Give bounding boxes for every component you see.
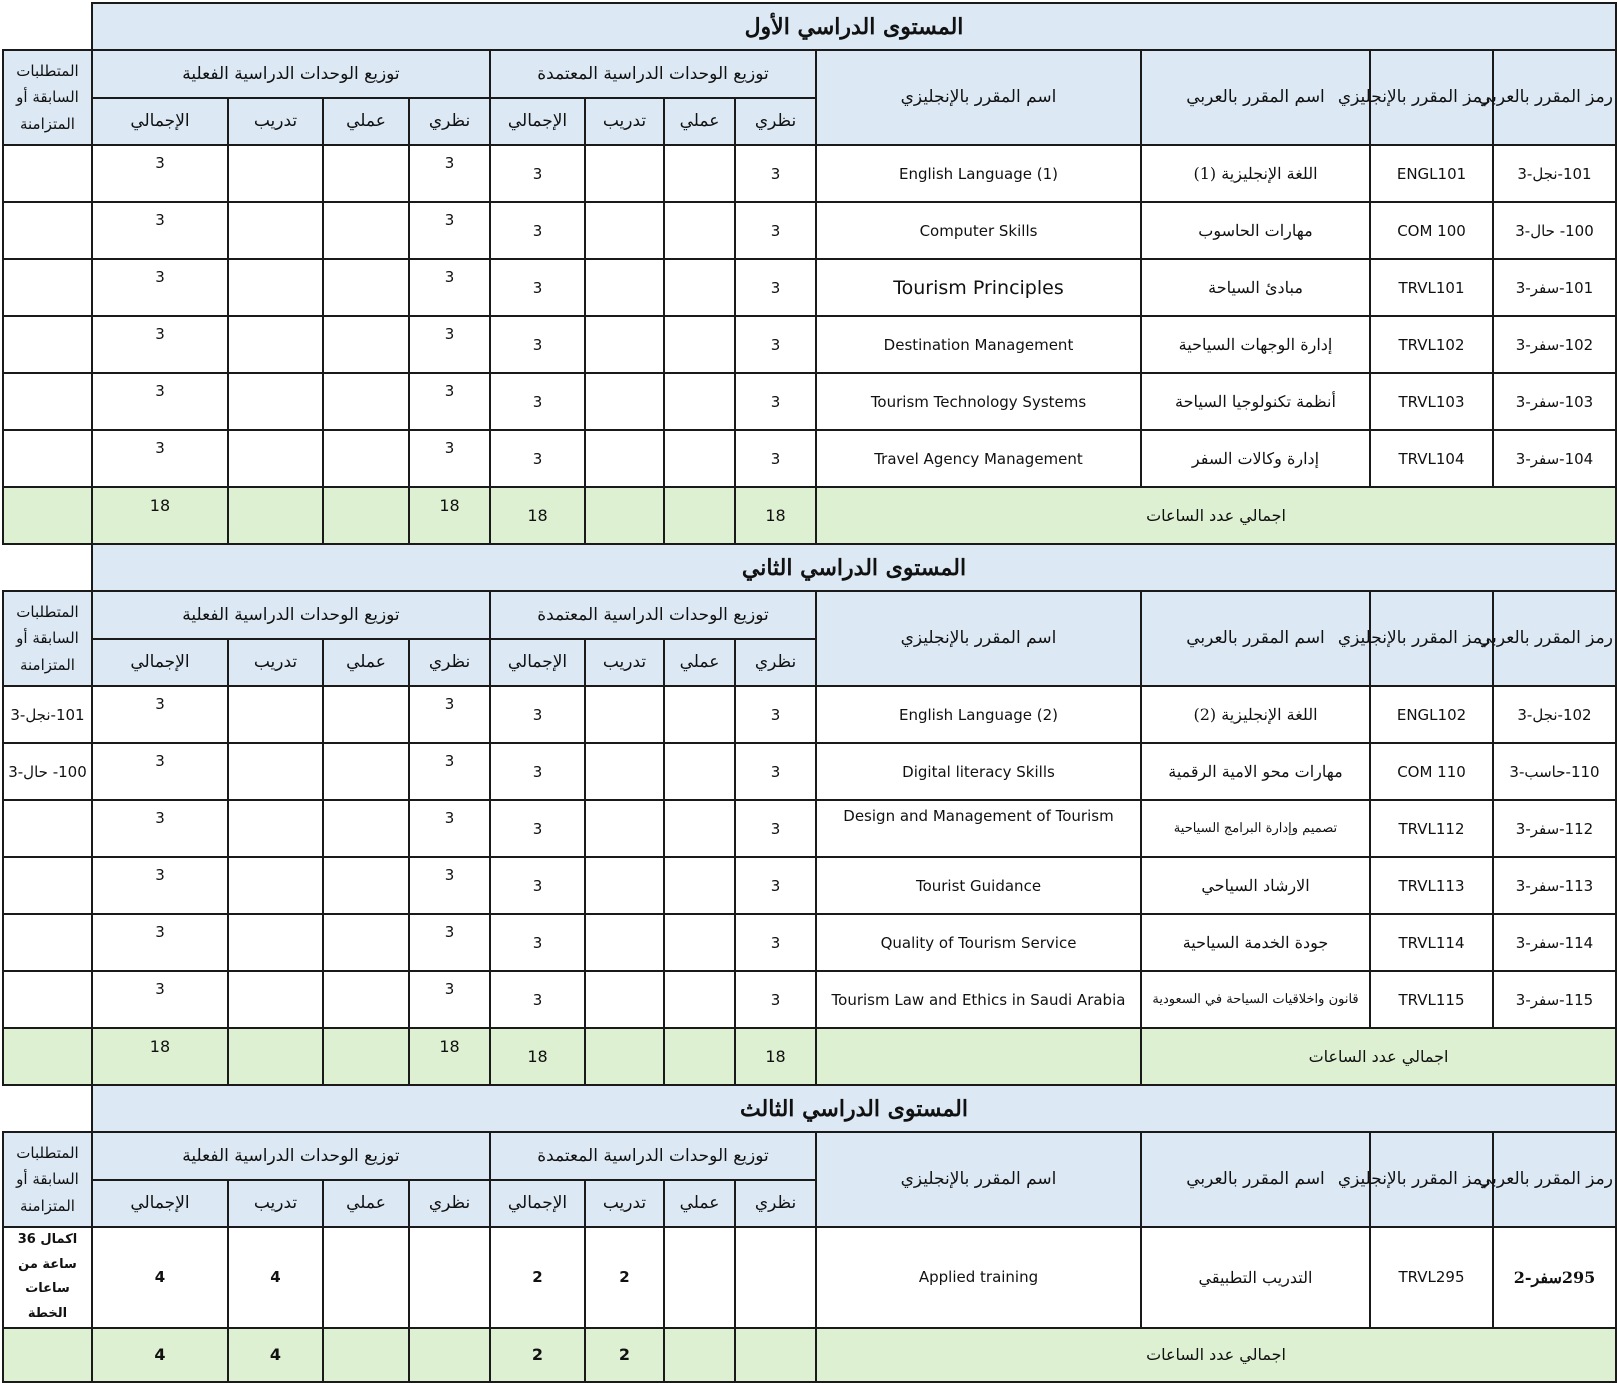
- credit-practical-cell: [664, 202, 735, 259]
- total-credit-practical: [664, 1328, 735, 1382]
- credit-theory-cell: 3: [735, 373, 816, 430]
- course-row: [3, 914, 1616, 971]
- prereq-cell: [3, 914, 92, 971]
- credit-practical-cell: [664, 743, 735, 800]
- course-code-en: COM 100: [1370, 202, 1493, 259]
- actual-practical-cell: [323, 914, 409, 971]
- credit-training-cell: [585, 800, 664, 857]
- total-credit-training: [585, 1028, 664, 1085]
- col-actual-training: تدريب: [228, 639, 323, 686]
- credit-total-cell: 3: [490, 259, 585, 316]
- credit-training-cell: [585, 202, 664, 259]
- course-code-en: TRVL101: [1370, 259, 1493, 316]
- credit-practical-cell: [664, 857, 735, 914]
- course-name-ar: تصميم وإدارة البرامج السياحية: [1141, 800, 1370, 857]
- course-row: [3, 259, 1616, 316]
- credit-theory-cell: 3: [735, 914, 816, 971]
- actual-total-cell: 3: [92, 914, 228, 971]
- course-name-ar: مهارات الحاسوب: [1141, 202, 1370, 259]
- course-row: [3, 202, 1616, 259]
- credit-theory-cell: 3: [735, 800, 816, 857]
- prereq-cell: 101-نجل-3: [3, 686, 92, 743]
- col-prereq: المتطلبات السابقة أو المتزامنة: [3, 1132, 92, 1227]
- col-name-en: اسم المقرر بالإنجليزي: [816, 50, 1141, 145]
- actual-practical-cell: [323, 430, 409, 487]
- course-name-en: English Language (2): [816, 686, 1141, 743]
- credit-total-cell: 2: [490, 1227, 585, 1328]
- credit-theory-cell: 3: [735, 202, 816, 259]
- col-code-ar: رمز المقرر بالعربي: [1493, 1132, 1616, 1227]
- actual-training-cell: 4: [228, 1227, 323, 1328]
- credit-total-cell: 3: [490, 202, 585, 259]
- actual-theory-cell: 3: [409, 743, 490, 800]
- course-code-ar: 100- حال-3: [1493, 202, 1616, 259]
- total-actual-theory: [409, 1328, 490, 1382]
- credit-total-cell: 3: [490, 686, 585, 743]
- prereq-cell: [3, 971, 92, 1028]
- course-name-ar: التدريب التطبيقي: [1141, 1227, 1370, 1328]
- col-credit-theory: نظري: [735, 639, 816, 686]
- actual-practical-cell: [323, 316, 409, 373]
- course-code-ar: 101-نجل-3: [1493, 145, 1616, 202]
- actual-total-cell: 3: [92, 202, 228, 259]
- course-name-en: Digital literacy Skills: [816, 743, 1141, 800]
- course-name-en: Computer Skills: [816, 202, 1141, 259]
- col-credit-training: تدريب: [585, 1180, 664, 1227]
- level-title-row: [3, 544, 1616, 591]
- total-actual-training: [228, 487, 323, 544]
- col-actual-theory: نظري: [409, 639, 490, 686]
- course-name-ar: جودة الخدمة السياحية: [1141, 914, 1370, 971]
- course-row: [3, 145, 1616, 202]
- prereq-cell: [3, 316, 92, 373]
- course-name-ar: اللغة الإنجليزية (2): [1141, 686, 1370, 743]
- credit-training-cell: [585, 316, 664, 373]
- total-actual-theory: 18: [409, 487, 490, 544]
- credit-theory-cell: 3: [735, 857, 816, 914]
- header-row: [3, 1132, 1616, 1180]
- total-label: اجمالي عدد الساعات: [1141, 1028, 1616, 1085]
- course-code-ar: 295سفر-2: [1493, 1227, 1616, 1328]
- total-credit-training: [585, 487, 664, 544]
- course-row: [3, 857, 1616, 914]
- actual-training-cell: [228, 430, 323, 487]
- actual-practical-cell: [323, 202, 409, 259]
- total-prereq-cell: [3, 487, 92, 544]
- study-plan-table: [2, 2, 1617, 1383]
- actual-total-cell: 3: [92, 971, 228, 1028]
- col-credit-practical: عملي: [664, 1180, 735, 1227]
- course-row: [3, 800, 1616, 857]
- actual-total-cell: 3: [92, 259, 228, 316]
- total-prereq-cell: [3, 1328, 92, 1382]
- col-actual-group: توزيع الوحدات الدراسية الفعلية: [92, 591, 490, 639]
- prereq-cell: [3, 145, 92, 202]
- credit-total-cell: 3: [490, 316, 585, 373]
- actual-training-cell: [228, 857, 323, 914]
- total-credit-practical: [664, 1028, 735, 1085]
- actual-practical-cell: [323, 743, 409, 800]
- actual-total-cell: 3: [92, 857, 228, 914]
- col-credit-total: الإجمالي: [490, 98, 585, 145]
- col-name-ar: اسم المقرر بالعربي: [1141, 591, 1370, 686]
- course-code-en: COM 110: [1370, 743, 1493, 800]
- actual-total-cell: 3: [92, 430, 228, 487]
- actual-training-cell: [228, 373, 323, 430]
- totals-row: [3, 1328, 1616, 1382]
- course-code-ar: 104-سفر-3: [1493, 430, 1616, 487]
- course-name-ar: إدارة الوجهات السياحية: [1141, 316, 1370, 373]
- actual-theory-cell: 3: [409, 316, 490, 373]
- credit-training-cell: [585, 686, 664, 743]
- total-actual-practical: [323, 1028, 409, 1085]
- total-prereq-cell: [3, 1028, 92, 1085]
- prereq-cell: 100- حال-3: [3, 743, 92, 800]
- course-code-en: ENGL101: [1370, 145, 1493, 202]
- actual-training-cell: [228, 914, 323, 971]
- credit-practical-cell: [664, 800, 735, 857]
- totals-row: [3, 1028, 1616, 1085]
- course-name-ar: قانون واخلاقيات السياحة في السعودية: [1141, 971, 1370, 1028]
- total-credit-theory: 18: [735, 487, 816, 544]
- credit-practical-cell: [664, 259, 735, 316]
- course-row: [3, 686, 1616, 743]
- total-credit-theory: 18: [735, 1028, 816, 1085]
- actual-total-cell: 4: [92, 1227, 228, 1328]
- actual-training-cell: [228, 259, 323, 316]
- course-row: [3, 430, 1616, 487]
- col-actual-theory: نظري: [409, 1180, 490, 1227]
- course-code-ar: 112-سفر-3: [1493, 800, 1616, 857]
- level-title: المستوى الدراسي الثالث: [92, 1085, 1616, 1132]
- actual-theory-cell: 3: [409, 686, 490, 743]
- actual-total-cell: 3: [92, 743, 228, 800]
- course-name-ar: الارشاد السياحي: [1141, 857, 1370, 914]
- col-credit-practical: عملي: [664, 639, 735, 686]
- header-row: [3, 50, 1616, 98]
- col-credit-practical: عملي: [664, 98, 735, 145]
- credit-theory-cell: 3: [735, 971, 816, 1028]
- course-name-en: Tourism Technology Systems: [816, 373, 1141, 430]
- col-actual-practical: عملي: [323, 98, 409, 145]
- level-title-row: [3, 1085, 1616, 1132]
- credit-total-cell: 3: [490, 743, 585, 800]
- course-name-en: Quality of Tourism Service: [816, 914, 1141, 971]
- credit-theory-cell: 3: [735, 430, 816, 487]
- actual-theory-cell: 3: [409, 914, 490, 971]
- credit-total-cell: 3: [490, 373, 585, 430]
- actual-theory-cell: 3: [409, 259, 490, 316]
- col-actual-training: تدريب: [228, 98, 323, 145]
- actual-theory-cell: [409, 1227, 490, 1328]
- actual-total-cell: 3: [92, 145, 228, 202]
- course-row: [3, 743, 1616, 800]
- actual-total-cell: 3: [92, 686, 228, 743]
- course-code-ar: 110-حاسب-3: [1493, 743, 1616, 800]
- credit-practical-cell: [664, 145, 735, 202]
- course-code-ar: 115-سفر-3: [1493, 971, 1616, 1028]
- col-name-ar: اسم المقرر بالعربي: [1141, 1132, 1370, 1227]
- credit-practical-cell: [664, 1227, 735, 1328]
- credit-training-cell: 2: [585, 1227, 664, 1328]
- course-row: [3, 316, 1616, 373]
- credit-practical-cell: [664, 971, 735, 1028]
- col-code-ar: رمز المقرر بالعربي: [1493, 591, 1616, 686]
- actual-practical-cell: [323, 145, 409, 202]
- credit-theory-cell: 3: [735, 316, 816, 373]
- course-code-ar: 102-نجل-3: [1493, 686, 1616, 743]
- prereq-cell: [3, 430, 92, 487]
- actual-training-cell: [228, 686, 323, 743]
- course-code-en: TRVL295: [1370, 1227, 1493, 1328]
- col-actual-practical: عملي: [323, 1180, 409, 1227]
- total-credit-total: 18: [490, 1028, 585, 1085]
- course-row: [3, 1227, 1616, 1328]
- prereq-cell: [3, 800, 92, 857]
- credit-practical-cell: [664, 316, 735, 373]
- course-code-ar: 101-سفر-3: [1493, 259, 1616, 316]
- course-row: [3, 971, 1616, 1028]
- level-title: المستوى الدراسي الأول: [92, 3, 1616, 50]
- actual-practical-cell: [323, 686, 409, 743]
- col-credit-training: تدريب: [585, 639, 664, 686]
- actual-theory-cell: 3: [409, 145, 490, 202]
- col-actual-total: الإجمالي: [92, 1180, 228, 1227]
- course-code-en: TRVL114: [1370, 914, 1493, 971]
- col-actual-training: تدريب: [228, 1180, 323, 1227]
- course-name-en: Tourism Principles: [816, 259, 1141, 316]
- course-code-en: TRVL115: [1370, 971, 1493, 1028]
- col-code-en: رمز المقرر بالإنجليزي: [1370, 591, 1493, 686]
- prereq-cell: [3, 202, 92, 259]
- col-code-en: رمز المقرر بالإنجليزي: [1370, 1132, 1493, 1227]
- credit-training-cell: [585, 259, 664, 316]
- credit-training-cell: [585, 971, 664, 1028]
- credit-training-cell: [585, 857, 664, 914]
- actual-total-cell: 3: [92, 800, 228, 857]
- credit-total-cell: 3: [490, 971, 585, 1028]
- course-code-en: ENGL102: [1370, 686, 1493, 743]
- actual-practical-cell: [323, 800, 409, 857]
- course-code-ar: 103-سفر-3: [1493, 373, 1616, 430]
- actual-training-cell: [228, 145, 323, 202]
- total-actual-training: [228, 1028, 323, 1085]
- col-credit-total: الإجمالي: [490, 1180, 585, 1227]
- total-label: اجمالي عدد الساعات: [816, 487, 1616, 544]
- total-credit-theory: [735, 1328, 816, 1382]
- actual-training-cell: [228, 971, 323, 1028]
- col-actual-theory: نظري: [409, 98, 490, 145]
- col-credit-theory: نظري: [735, 1180, 816, 1227]
- col-credit-total: الإجمالي: [490, 639, 585, 686]
- total-actual-training: 4: [228, 1328, 323, 1382]
- course-name-ar: اللغة الإنجليزية (1): [1141, 145, 1370, 202]
- actual-theory-cell: 3: [409, 857, 490, 914]
- actual-theory-cell: 3: [409, 971, 490, 1028]
- actual-total-cell: 3: [92, 316, 228, 373]
- actual-practical-cell: [323, 1227, 409, 1328]
- credit-theory-cell: 3: [735, 259, 816, 316]
- course-code-ar: 102-سفر-3: [1493, 316, 1616, 373]
- credit-training-cell: [585, 914, 664, 971]
- credit-practical-cell: [664, 430, 735, 487]
- credit-total-cell: 3: [490, 857, 585, 914]
- course-name-ar: أنظمة تكنولوجيا السياحة: [1141, 373, 1370, 430]
- level-title: المستوى الدراسي الثاني: [92, 544, 1616, 591]
- col-name-en: اسم المقرر بالإنجليزي: [816, 1132, 1141, 1227]
- credit-total-cell: 3: [490, 914, 585, 971]
- total-actual-total: 18: [92, 487, 228, 544]
- actual-training-cell: [228, 743, 323, 800]
- col-actual-practical: عملي: [323, 639, 409, 686]
- col-prereq: المتطلبات السابقة أو المتزامنة: [3, 50, 92, 145]
- actual-practical-cell: [323, 259, 409, 316]
- actual-practical-cell: [323, 373, 409, 430]
- credit-training-cell: [585, 743, 664, 800]
- course-name-en: Design and Management of Tourism: [816, 800, 1141, 857]
- course-code-en: TRVL103: [1370, 373, 1493, 430]
- credit-total-cell: 3: [490, 145, 585, 202]
- course-name-en: Tourism Law and Ethics in Saudi Arabia: [816, 971, 1141, 1028]
- course-name-ar: إدارة وكالات السفر: [1141, 430, 1370, 487]
- total-empty-cell: [816, 1028, 1141, 1085]
- course-name-en: English Language (1): [816, 145, 1141, 202]
- course-name-en: Destination Management: [816, 316, 1141, 373]
- credit-total-cell: 3: [490, 430, 585, 487]
- total-credit-practical: [664, 487, 735, 544]
- total-credit-total: 18: [490, 487, 585, 544]
- total-actual-practical: [323, 487, 409, 544]
- actual-practical-cell: [323, 857, 409, 914]
- credit-training-cell: [585, 373, 664, 430]
- course-row: [3, 373, 1616, 430]
- col-credit-group: توزيع الوحدات الدراسية المعتمدة: [490, 50, 816, 98]
- total-credit-total: 2: [490, 1328, 585, 1382]
- actual-theory-cell: 3: [409, 202, 490, 259]
- prereq-cell: اكمال 36 ساعة من ساعات الخطة: [3, 1227, 92, 1328]
- actual-theory-cell: 3: [409, 373, 490, 430]
- course-name-en: Applied training: [816, 1227, 1141, 1328]
- col-code-en: رمز المقرر بالإنجليزي: [1370, 50, 1493, 145]
- col-credit-group: توزيع الوحدات الدراسية المعتمدة: [490, 1132, 816, 1180]
- prereq-cell: [3, 373, 92, 430]
- actual-training-cell: [228, 202, 323, 259]
- col-credit-training: تدريب: [585, 98, 664, 145]
- col-credit-group: توزيع الوحدات الدراسية المعتمدة: [490, 591, 816, 639]
- col-name-ar: اسم المقرر بالعربي: [1141, 50, 1370, 145]
- header-row: [3, 591, 1616, 639]
- actual-theory-cell: 3: [409, 430, 490, 487]
- totals-row: [3, 487, 1616, 544]
- credit-practical-cell: [664, 914, 735, 971]
- credit-training-cell: [585, 430, 664, 487]
- col-prereq: المتطلبات السابقة أو المتزامنة: [3, 591, 92, 686]
- col-actual-group: توزيع الوحدات الدراسية الفعلية: [92, 1132, 490, 1180]
- course-name-ar: مهارات محو الامية الرقمية: [1141, 743, 1370, 800]
- credit-total-cell: 3: [490, 800, 585, 857]
- total-actual-total: 18: [92, 1028, 228, 1085]
- total-actual-theory: 18: [409, 1028, 490, 1085]
- course-name-ar: مبادئ السياحة: [1141, 259, 1370, 316]
- col-actual-total: الإجمالي: [92, 98, 228, 145]
- credit-training-cell: [585, 145, 664, 202]
- credit-theory-cell: 3: [735, 686, 816, 743]
- credit-practical-cell: [664, 686, 735, 743]
- col-credit-theory: نظري: [735, 98, 816, 145]
- credit-theory-cell: [735, 1227, 816, 1328]
- prereq-cell: [3, 259, 92, 316]
- course-code-en: TRVL104: [1370, 430, 1493, 487]
- total-credit-training: 2: [585, 1328, 664, 1382]
- course-name-en: Travel Agency Management: [816, 430, 1141, 487]
- course-code-ar: 114-سفر-3: [1493, 914, 1616, 971]
- actual-training-cell: [228, 316, 323, 373]
- course-code-ar: 113-سفر-3: [1493, 857, 1616, 914]
- course-name-en: Tourist Guidance: [816, 857, 1141, 914]
- col-name-en: اسم المقرر بالإنجليزي: [816, 591, 1141, 686]
- actual-theory-cell: 3: [409, 800, 490, 857]
- col-actual-group: توزيع الوحدات الدراسية الفعلية: [92, 50, 490, 98]
- actual-practical-cell: [323, 971, 409, 1028]
- total-actual-total: 4: [92, 1328, 228, 1382]
- total-label: اجمالي عدد الساعات: [816, 1328, 1616, 1382]
- level-title-row: [3, 3, 1616, 50]
- course-code-en: TRVL112: [1370, 800, 1493, 857]
- course-code-en: TRVL102: [1370, 316, 1493, 373]
- col-code-ar: رمز المقرر بالعربي: [1493, 50, 1616, 145]
- credit-theory-cell: 3: [735, 743, 816, 800]
- credit-theory-cell: 3: [735, 145, 816, 202]
- actual-total-cell: 3: [92, 373, 228, 430]
- total-actual-practical: [323, 1328, 409, 1382]
- prereq-cell: [3, 857, 92, 914]
- actual-training-cell: [228, 800, 323, 857]
- credit-practical-cell: [664, 373, 735, 430]
- course-code-en: TRVL113: [1370, 857, 1493, 914]
- col-actual-total: الإجمالي: [92, 639, 228, 686]
